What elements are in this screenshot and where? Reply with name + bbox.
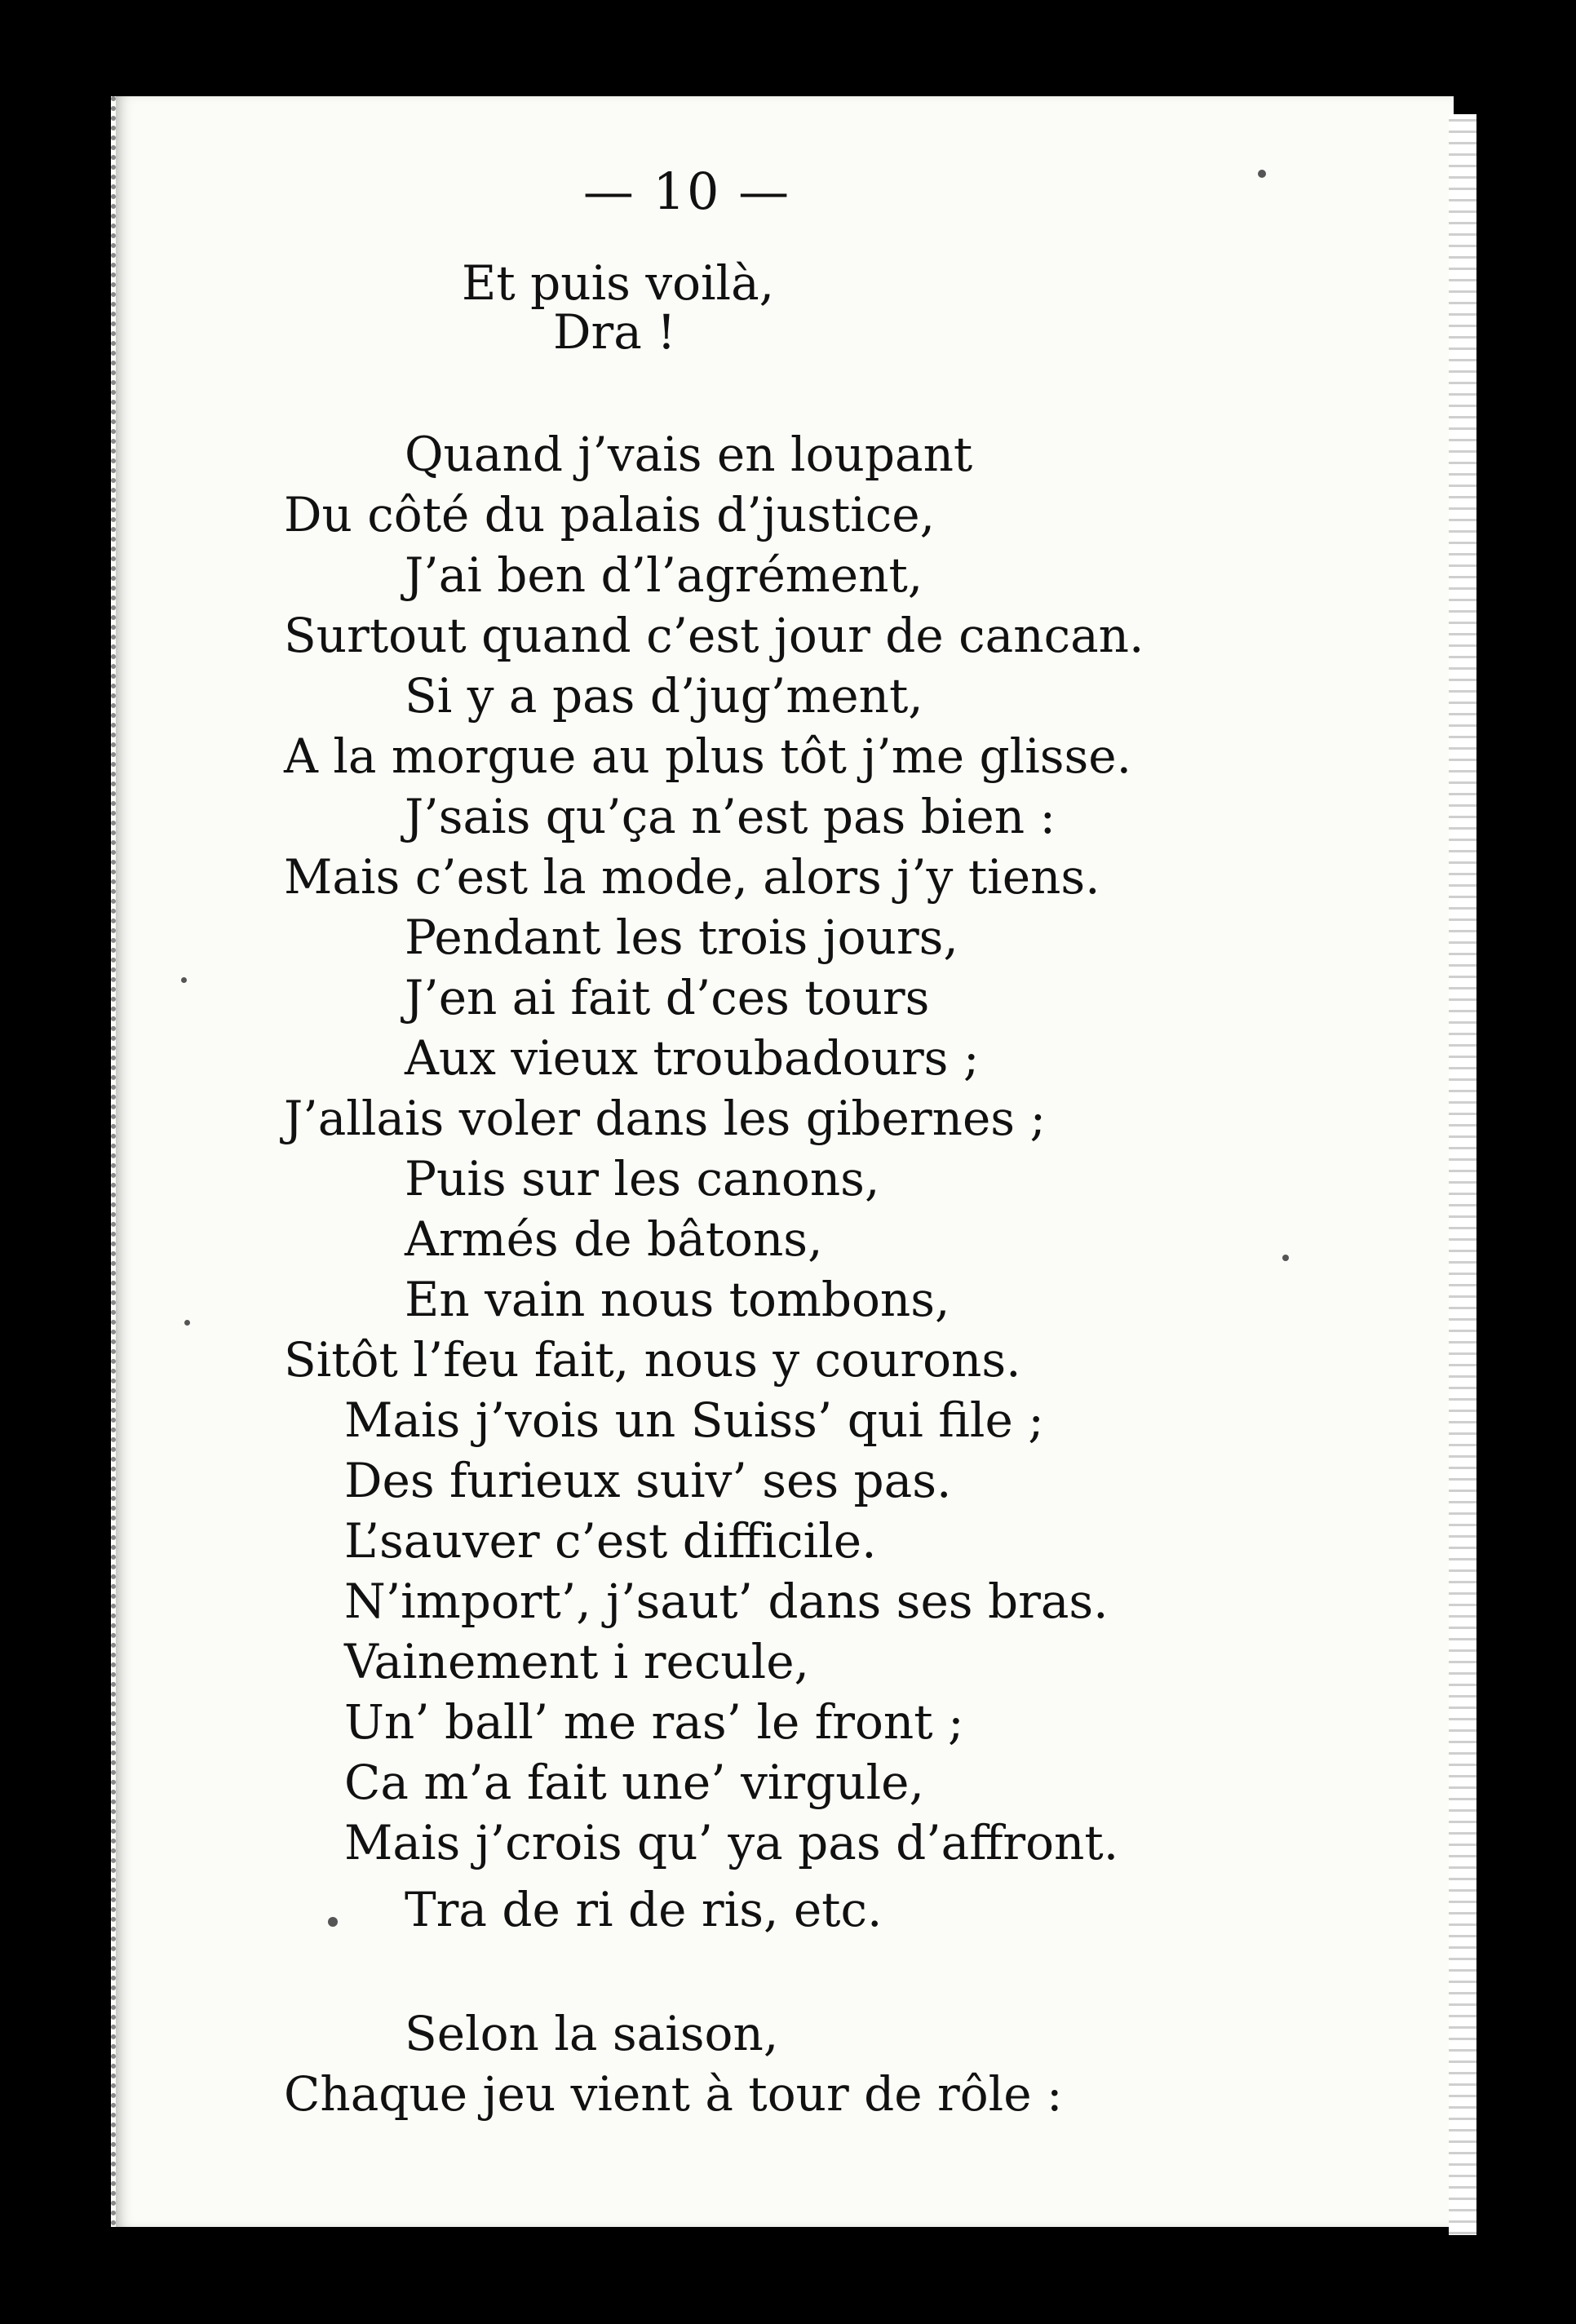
poem-line-15: Puis sur les canons,	[405, 1151, 880, 1206]
poem-line-19: Mais j’vois un Suiss’ qui file ;	[344, 1392, 1044, 1448]
poem-line-26: Mais j’crois qu’ ya pas d’affront.	[344, 1815, 1119, 1870]
print-speck	[181, 977, 187, 983]
poem-line-17: En vain nous tombons,	[405, 1272, 950, 1327]
poem-line-20: Des furieux suiv’ ses pas.	[344, 1453, 952, 1508]
poem-line-13: Aux vieux troubadours ;	[405, 1030, 980, 1086]
poem-line-3: Quand j’vais en loupant	[405, 427, 973, 482]
print-speck	[328, 1917, 338, 1927]
print-speck	[184, 1320, 190, 1326]
poem-line-21: L’sauver c’est difficile.	[344, 1513, 877, 1569]
poem-line-1: Et puis voilà,	[462, 255, 775, 311]
print-speck	[1282, 1255, 1289, 1261]
page-right-edge	[1449, 114, 1476, 2235]
poem-line-16: Armés de bâtons,	[405, 1211, 823, 1267]
book-page	[111, 96, 1454, 2227]
poem-line-9: J’sais qu’ça n’est pas bien :	[405, 789, 1056, 844]
print-speck	[1258, 170, 1266, 178]
poem-line-10: Mais c’est la mode, alors j’y tiens.	[284, 849, 1100, 905]
poem-line-5: J’ai ben d’l’agrément,	[405, 547, 923, 603]
poem-line-14: J’allais voler dans les gibernes ;	[284, 1091, 1047, 1146]
poem-line-18: Sitôt l’feu fait, nous y courons.	[284, 1332, 1021, 1388]
poem-line-29: Chaque jeu vient à tour de rôle :	[284, 2066, 1063, 2122]
poem-line-7: Si y a pas d’jug’ment,	[405, 668, 923, 724]
poem-line-24: Un’ ball’ me ras’ le front ;	[344, 1694, 964, 1750]
poem-line-28: Selon la saison,	[405, 2006, 779, 2061]
poem-line-12: J’en ai fait d’ces tours	[405, 970, 930, 1025]
poem-line-4: Du côté du palais d’justice,	[284, 487, 936, 542]
poem-line-22: N’import’, j’saut’ dans ses bras.	[344, 1574, 1109, 1629]
poem-line-11: Pendant les trois jours,	[405, 910, 958, 965]
poem-line-2: Dra !	[553, 304, 676, 360]
poem-refrain-line: Tra de ri de ris, etc.	[405, 1882, 883, 1937]
poem-line-23: Vainement i recule,	[344, 1634, 809, 1689]
page-number-header: — 10 —	[582, 162, 791, 221]
poem-line-8: A la morgue au plus tôt j’me glisse.	[284, 728, 1132, 784]
poem-line-6: Surtout quand c’est jour de cancan.	[284, 608, 1144, 663]
poem-line-25: Ca m’a fait une’ virgule,	[344, 1755, 924, 1810]
